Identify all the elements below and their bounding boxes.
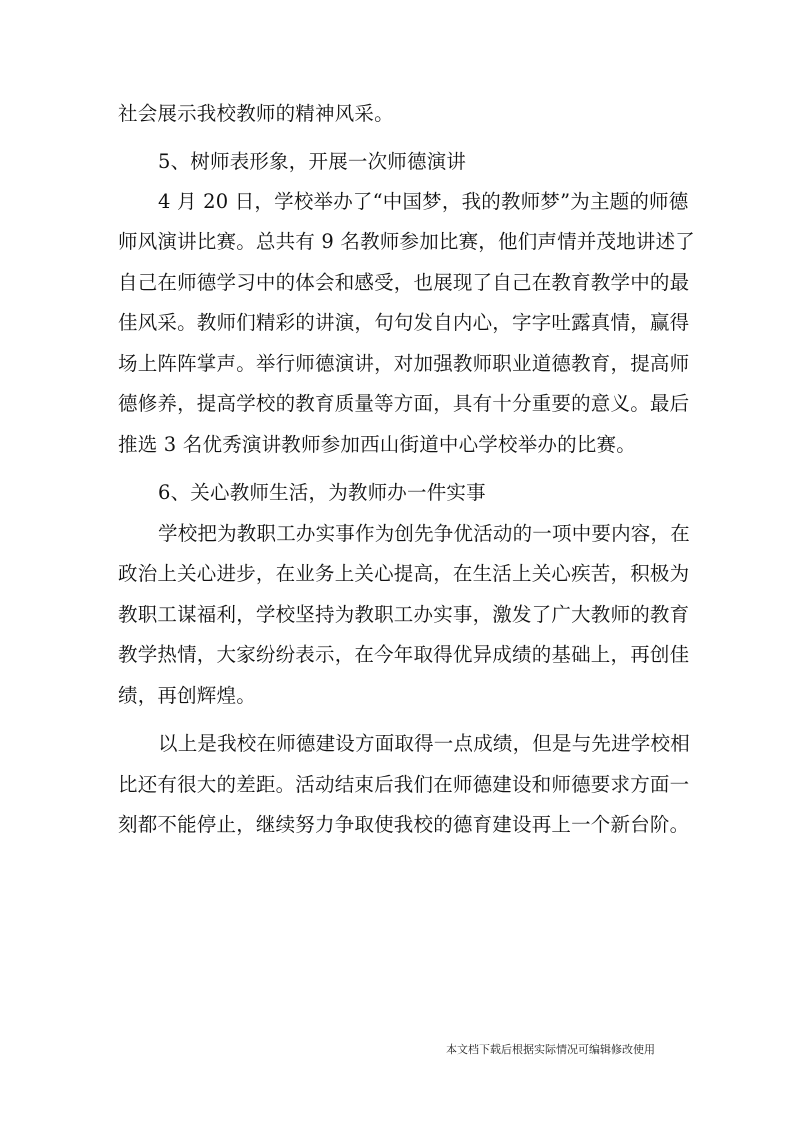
body-text-line: 学校把为教职工办实事作为创先争优活动的一项中要内容，在: [158, 522, 690, 545]
body-text-line: 教学热情，大家纷纷表示，在今年取得优异成绩的基础上，再创佳: [118, 643, 690, 666]
body-text-line: 社会展示我校教师的精神风采。: [118, 102, 394, 125]
body-text-line: 以上是我校在师德建设方面取得一点成绩，但是与先进学校相: [158, 732, 690, 755]
body-text-line: 绩，再创辉煌。: [118, 684, 256, 707]
section-heading-6: 6、关心教师生活，为教师办一件实事: [158, 481, 486, 504]
body-text-line: 教职工谋福利，学校坚持为教职工办实事，激发了广大教师的教育: [118, 603, 690, 626]
body-text-line: 德修养，提高学校的教育质量等方面，具有十分重要的意义。最后: [118, 392, 690, 415]
body-text-line: 场上阵阵掌声。举行师德演讲，对加强教师职业道德教育，提高师: [118, 352, 690, 375]
section-heading-5: 5、树师表形象，开展一次师德演讲: [158, 150, 467, 173]
body-text-line: 比还有很大的差距。活动结束后我们在师德建设和师德要求方面一: [118, 773, 690, 796]
body-text-line: 师风演讲比赛。总共有 9 名教师参加比赛，他们声情并茂地讲述了: [118, 230, 696, 253]
body-text-line: 政治上关心进步，在业务上关心提高，在生活上关心疾苦，积极为: [118, 562, 690, 585]
body-text-line: 4 月 20 日，学校举办了“中国梦，我的教师梦”为主题的师德: [158, 190, 689, 213]
body-text-line: 推选 3 名优秀演讲教师参加西山街道中心学校举办的比赛。: [118, 433, 636, 456]
body-text-line: 自己在师德学习中的体会和感受，也展现了自己在教育教学中的最: [118, 271, 690, 294]
footer-note: 本文档下载后根据实际情况可编辑修改使用: [446, 1043, 655, 1056]
body-text-line: 佳风采。教师们精彩的讲演，句句发自内心，字字吐露真情，赢得: [118, 311, 690, 334]
body-text-line: 刻都不能停止，继续努力争取使我校的德育建设再上一个新台阶。: [118, 813, 690, 836]
